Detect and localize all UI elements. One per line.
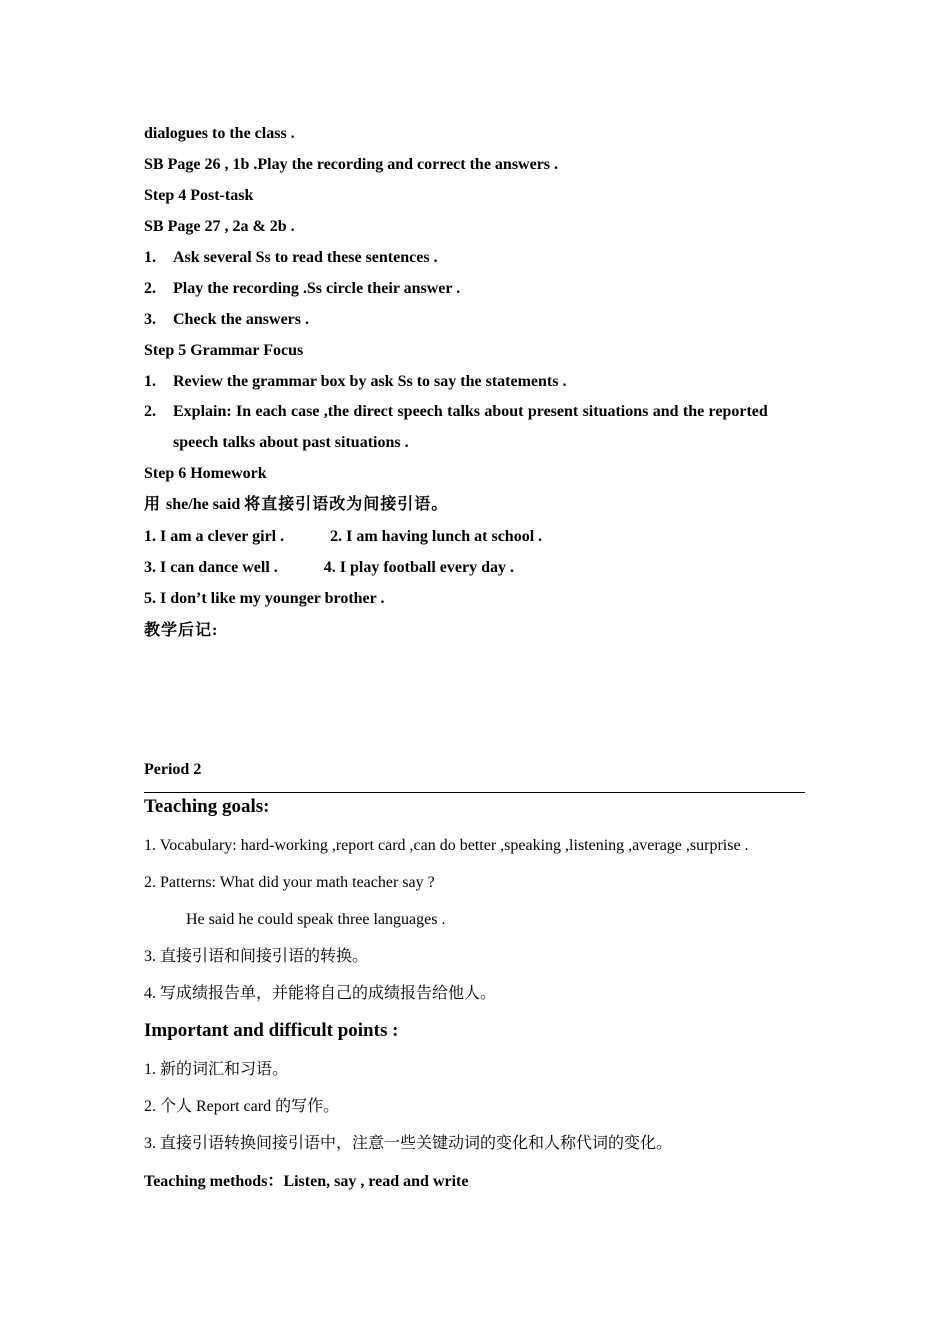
step-heading: Step 4 Post-task xyxy=(144,187,254,204)
point-item: 3. 直接引语转换间接引语中，注意一些关键动词的变化和人称代词的变化。 xyxy=(144,1135,673,1152)
list-number: 2. xyxy=(144,280,156,297)
goal-item: 2. Patterns: What did your math teacher say ? xyxy=(144,874,435,891)
list-text: Play the recording .Ss circle their answer . xyxy=(173,280,461,297)
list-text-continued: speech talks about past situations . xyxy=(173,434,409,451)
list-number: 3. xyxy=(144,311,156,328)
goal-item-example: He said he could speak three languages . xyxy=(186,911,446,928)
step-heading: Step 6 Homework xyxy=(144,465,267,482)
homework-instruction xyxy=(144,495,448,515)
list-number: 1. xyxy=(144,373,156,390)
step-heading: Step 5 Grammar Focus xyxy=(144,342,304,359)
divider xyxy=(144,792,805,793)
point-item: 1. 新的词汇和习语。 xyxy=(144,1061,289,1078)
list-number: 1. xyxy=(144,249,156,266)
teaching-methods xyxy=(144,1172,468,1192)
instruction-text: 将直接引语改为间接引语。 xyxy=(244,496,449,513)
text-line: SB Page 27 , 2a & 2b . xyxy=(144,218,295,235)
text-line: dialogues to the class . xyxy=(144,125,295,142)
list-text: Check the answers . xyxy=(173,311,309,328)
exercise-row xyxy=(144,558,514,578)
exercise-item: 1. I am a clever girl . xyxy=(144,528,285,545)
section-heading: Teaching goals: xyxy=(144,796,270,817)
list-number: 2. xyxy=(144,403,156,420)
instruction-text: 用 xyxy=(144,496,167,513)
exercise-row xyxy=(144,527,542,547)
list-item xyxy=(144,310,309,330)
list-text: Explain: In each case ,the direct speech talks about present situations and the reported xyxy=(173,403,768,420)
list-item xyxy=(144,372,566,392)
exercise-item: 2. I am having lunch at school . xyxy=(330,528,543,545)
goal-item: 4. 写成绩报告单，并能将自己的成绩报告给他人。 xyxy=(144,985,497,1002)
text-line: SB Page 26 , 1b .Play the recording and correct the answers . xyxy=(144,156,559,173)
section-heading: Important and difficult points : xyxy=(144,1020,399,1041)
goal-item: 1. Vocabulary: hard-working ,report card ,can do better ,speaking ,listening ,average ,surprise . xyxy=(144,837,749,854)
exercise-item: 3. I can dance well . xyxy=(144,559,278,576)
teaching-notes-label: 教学后记: xyxy=(144,622,219,639)
goal-item: 3. 直接引语和间接引语的转换。 xyxy=(144,948,369,965)
list-item xyxy=(144,402,805,422)
list-text: Review the grammar box by ask Ss to say the statements . xyxy=(173,373,567,390)
period-title: Period 2 xyxy=(144,761,202,778)
exercise-item: 5. I don’t like my younger brother . xyxy=(144,590,385,607)
exercise-item: 4. I play football every day . xyxy=(323,559,514,576)
methods-label: Teaching methods： xyxy=(144,1173,284,1190)
methods-value: Listen, say , read and write xyxy=(283,1173,469,1190)
instruction-text: she/he said xyxy=(166,496,245,513)
list-item xyxy=(144,248,438,268)
list-text: Ask several Ss to read these sentences . xyxy=(173,249,438,266)
list-item xyxy=(144,279,460,299)
point-item: 2. 个人 Report card 的写作。 xyxy=(144,1098,340,1115)
